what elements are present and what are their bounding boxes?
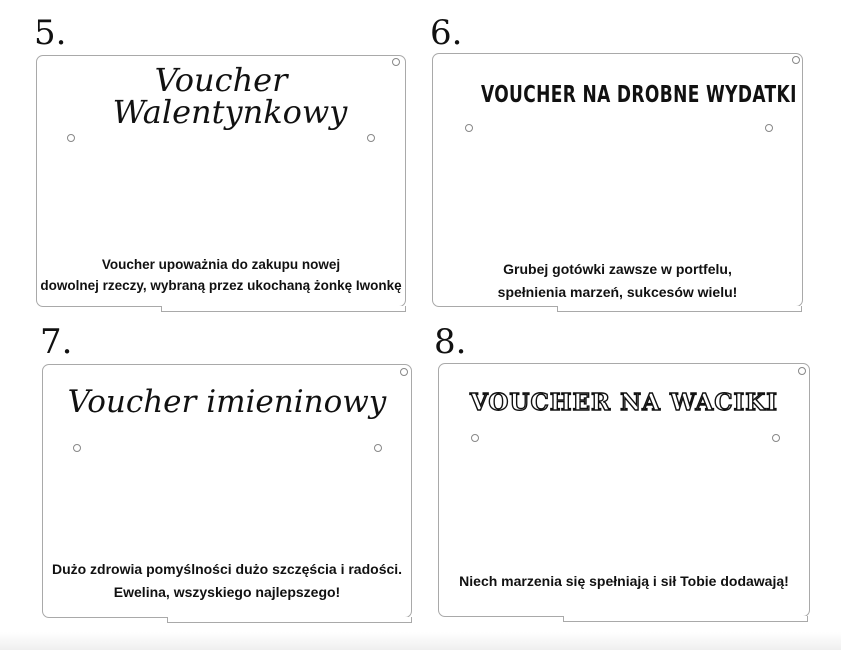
- message-line: Dużo zdrowia pomyślności dużo szczęścia i radości.: [51, 561, 403, 577]
- mounting-hole: [374, 444, 382, 452]
- mounting-hole: [73, 444, 81, 452]
- voucher-message: [433, 258, 802, 304]
- mounting-hole: [798, 367, 806, 375]
- voucher-number: 5.: [34, 13, 67, 53]
- voucher-card: [432, 53, 803, 307]
- voucher-title: VOUCHER NA DROBNE WYDATKI: [480, 82, 797, 108]
- voucher-number: 7.: [40, 322, 73, 362]
- title-line: Voucher: [154, 61, 288, 99]
- mounting-hole: [67, 134, 75, 142]
- mounting-hole: [400, 368, 408, 376]
- mounting-hole: [367, 134, 375, 142]
- mounting-hole: [465, 124, 473, 132]
- message-line: Niech marzenia się spełniają i sił Tobie dodawają!: [459, 573, 789, 589]
- mounting-hole: [765, 124, 773, 132]
- message-line: spełnienia marzeń, sukcesów wielu!: [497, 284, 738, 300]
- mounting-tab: [563, 616, 808, 622]
- message-line: Ewelina, wszyskiego najlepszego!: [113, 584, 341, 600]
- title-line: Walentynkowy: [112, 93, 348, 131]
- voucher-title: Voucher imieninowy: [67, 384, 387, 420]
- mounting-tab: [167, 617, 412, 623]
- voucher-card: [42, 364, 412, 618]
- voucher-title: VOUCHER NA WACIKI: [469, 389, 779, 416]
- mounting-tab: [161, 306, 406, 312]
- message-line: Grubej gotówki zawsze w portfelu,: [503, 261, 732, 277]
- voucher-number: 8.: [434, 322, 467, 362]
- voucher-message: [439, 570, 809, 593]
- mounting-tab: [557, 306, 802, 312]
- message-line: dowolnej rzeczy, wybraną przez ukochaną żonkę Iwonkę: [40, 278, 402, 293]
- voucher-card: [36, 55, 406, 307]
- voucher-message: [37, 254, 405, 296]
- message-line: Voucher upoważnia do zakupu nowej: [101, 257, 341, 272]
- voucher-message: [43, 558, 411, 604]
- mounting-hole: [772, 434, 780, 442]
- mounting-hole: [792, 56, 800, 64]
- mounting-hole: [471, 434, 479, 442]
- voucher-number: 6.: [430, 13, 463, 53]
- voucher-card: [438, 363, 810, 617]
- page-bottom-shadow: [0, 632, 841, 650]
- voucher-title: [37, 61, 405, 131]
